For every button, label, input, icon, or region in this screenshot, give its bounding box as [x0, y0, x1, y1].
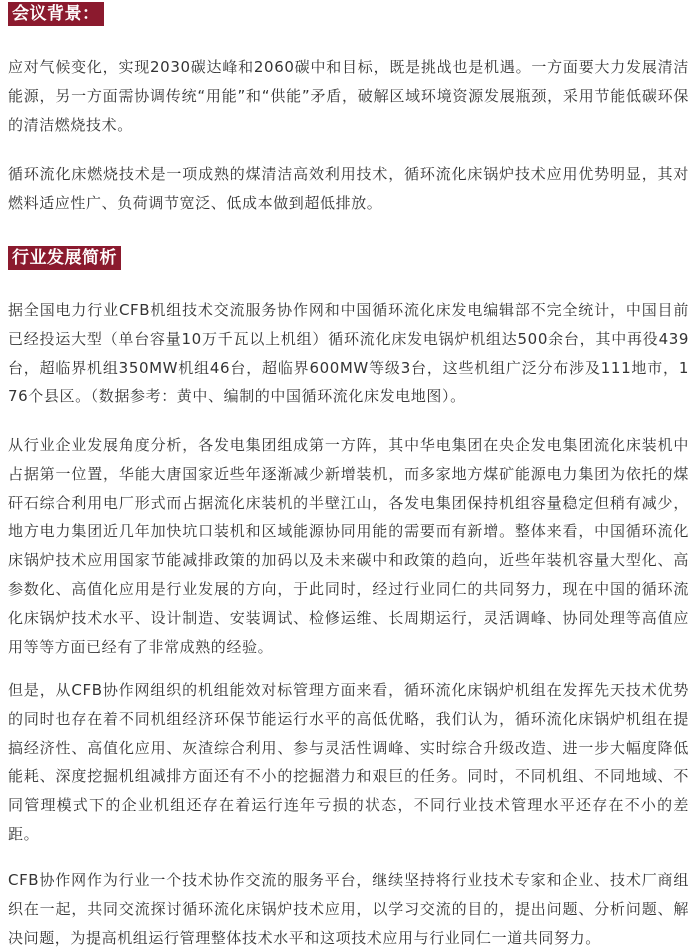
section-heading-background — [8, 2, 104, 26]
paragraph: 但是，从CFB协作网组织的机组能效对标管理方面来看，循环流化床锅炉机组在发挥先天技术优势的同时也存在着不同机组经济环保节能运行水平的高低优略，我们认为，循环流化床锅炉机组在提搞经济性、高值化应用、灰渣综合利用、参与灵活性调峰、实时综合升级改造、进一步大幅度降低能耗、深度挖掘机组减排方面还有不小的挖掘潜力和艰巨的任务。同时，不同机组、不同地域、不同管理模式下的企业机组还存在着运行连年亏损的状态，不同行业技术管理水平还存在不小的差距。 — [8, 681, 689, 843]
section-heading-industry — [8, 246, 121, 270]
section-heading-title: 会议背景： — [12, 4, 100, 24]
paragraph: 从行业企业发展角度分析，各发电集团组成第一方阵，其中华电集团在央企发电集团流化床装机中占据第一位置，华能大唐国家近些年逐渐减少新增装机，而多家地方煤矿能源电力集团为依托的煤矸石综合利用电厂形式而占据流化床装机的半壁江山，各发电集团保持机组容量稳定但稍有减少，地方电力集团近几年加快坑口装机和区域能源协同用能的需要而有新增。整体来看，中国循环流化床锅炉技术应用国家节能减排政策的加码以及未来碳中和政策的趋向，近些年装机容量大型化、高参数化、高值化应用是行业发展的方向，于此同时，经过行业同仁的共同努力，现在中国的循环流化床锅炉技术水平、设计制造、安装调试、检修运维、长周期运行，灵活调峰、协同处理等高值应用等等方面已经有了非常成熟的经验。 — [8, 436, 689, 656]
paragraph: 循环流化床燃烧技术是一项成熟的煤清洁高效利用技术，循环流化床锅炉技术应用优势明显，其对燃料适应性广、负荷调节宽泛、低成本做到超低排放。 — [8, 165, 689, 212]
section-heading-title: 行业发展简析 — [12, 248, 117, 268]
paragraph: 据全国电力行业CFB机组技术交流服务协作网和中国循环流化床发电编辑部不完全统计，中国目前已经投运大型（单台容量10万千瓦以上机组）循环流化床发电锅炉机组达500余台，其中再役439台，超临界机组350MW机组46台，超临界600MW等级3台，这些机组广泛分布涉及111地市，176个县区。（数据参考：黄中、编制的中国循环流化床发电地图）。 — [8, 301, 689, 406]
paragraph: 应对气候变化，实现2030碳达峰和2060碳中和目标，既是挑战也是机遇。一方面要大力发展清洁能源，另一方面需协调传统“用能”和“供能”矛盾，破解区域环境资源发展瓶颈，采用节能低碳环保的清洁燃烧技术。 — [8, 58, 689, 134]
paragraph: CFB协作网作为行业一个技术协作交流的服务平台，继续坚持将行业技术专家和企业、技术厂商组织在一起，共同交流探讨循环流化床锅炉技术应用，以学习交流的目的，提出问题、分析问题、解决问题，为提高机组运行管理整体技术水平和这项技术应用与行业同仁一道共同努力。 — [8, 871, 689, 947]
